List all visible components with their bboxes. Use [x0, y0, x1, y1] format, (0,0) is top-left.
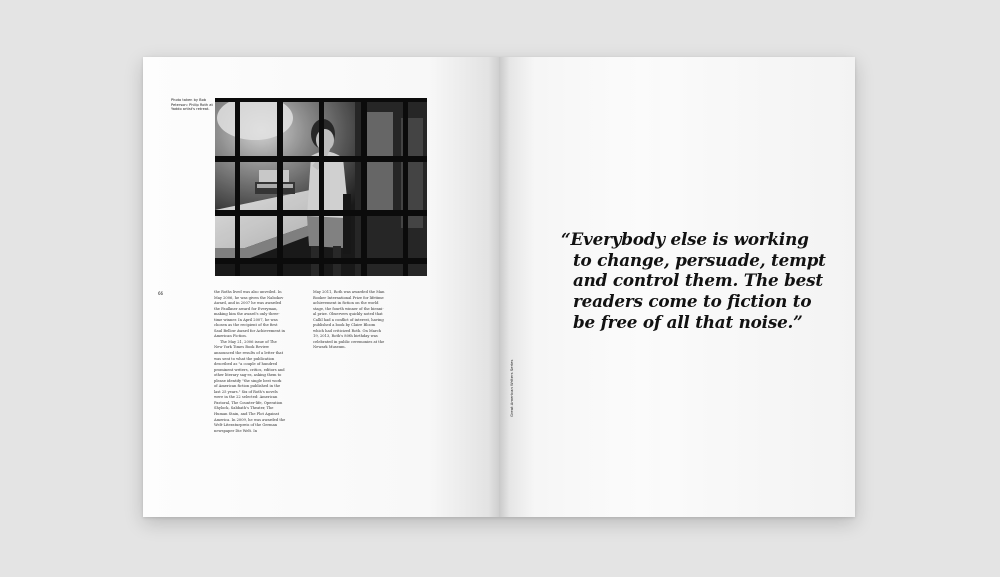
left-page — [143, 57, 499, 517]
photo-image — [215, 98, 427, 276]
running-head: Great American Writers Series — [509, 359, 514, 417]
page-number: 66 — [158, 291, 164, 296]
quote-line: “Everybody else is working — [561, 229, 809, 249]
paragraph: May 2011, Roth was awarded the Man Booker International Prize for lifetime achievement in fiction on the world stage, the fourth winner of the bienni-al prize. Observers quickly noted that Callil had a conflict of interest, having published a book by Claire Bloom which had criticized Roth. On March 19, 2013, Roth's 80th birthday was celebrated in public ceremonies at the Newark Museum. — [313, 290, 385, 350]
quote-line: be free of all that noise.” — [573, 311, 803, 332]
quote-line: and control them. The best — [573, 270, 823, 291]
paragraph: the Roths lived was also unveiled. In May 2006, he was given the Nabokov Award, and in 2007 he was awarded the Faulkner award for Everyman, making him the award's only three-time winner. In April 2007, he was chosen as the recipient of the first Saul Bellow Award for Achievement in American Fiction. — [214, 290, 285, 339]
quote-line: to change, persuade, tempt — [573, 249, 826, 270]
body-column-1 — [214, 290, 286, 434]
magazine-spread — [143, 57, 855, 517]
photo-caption: Photo taken by Bob Peterson: Philip Roth at Yaddo artist's retreat. — [171, 98, 213, 112]
right-page — [499, 57, 855, 517]
paragraph: The May 21, 2006 issue of The New York Times Book Review announced the results of a letter that was sent to what the publication described as "a couple of hundred prominent writers, critics, editors and other literary sag-es, asking them to please identify "the single best work of American fiction published in the last 25 years." Six of Roth's novels were in the 22 selected: American Pastoral, The Counter-life, Operation Shylock, Sabbath's Theater, The Human Stain, and The Plot Against America. In 2009, he was awarded the Welt-Literaturpreis of the German newspaper Die Welt. In — [214, 339, 286, 433]
quote-line: readers come to fiction to — [573, 291, 812, 312]
body-column-2 — [313, 290, 385, 351]
pull-quote — [561, 229, 833, 333]
